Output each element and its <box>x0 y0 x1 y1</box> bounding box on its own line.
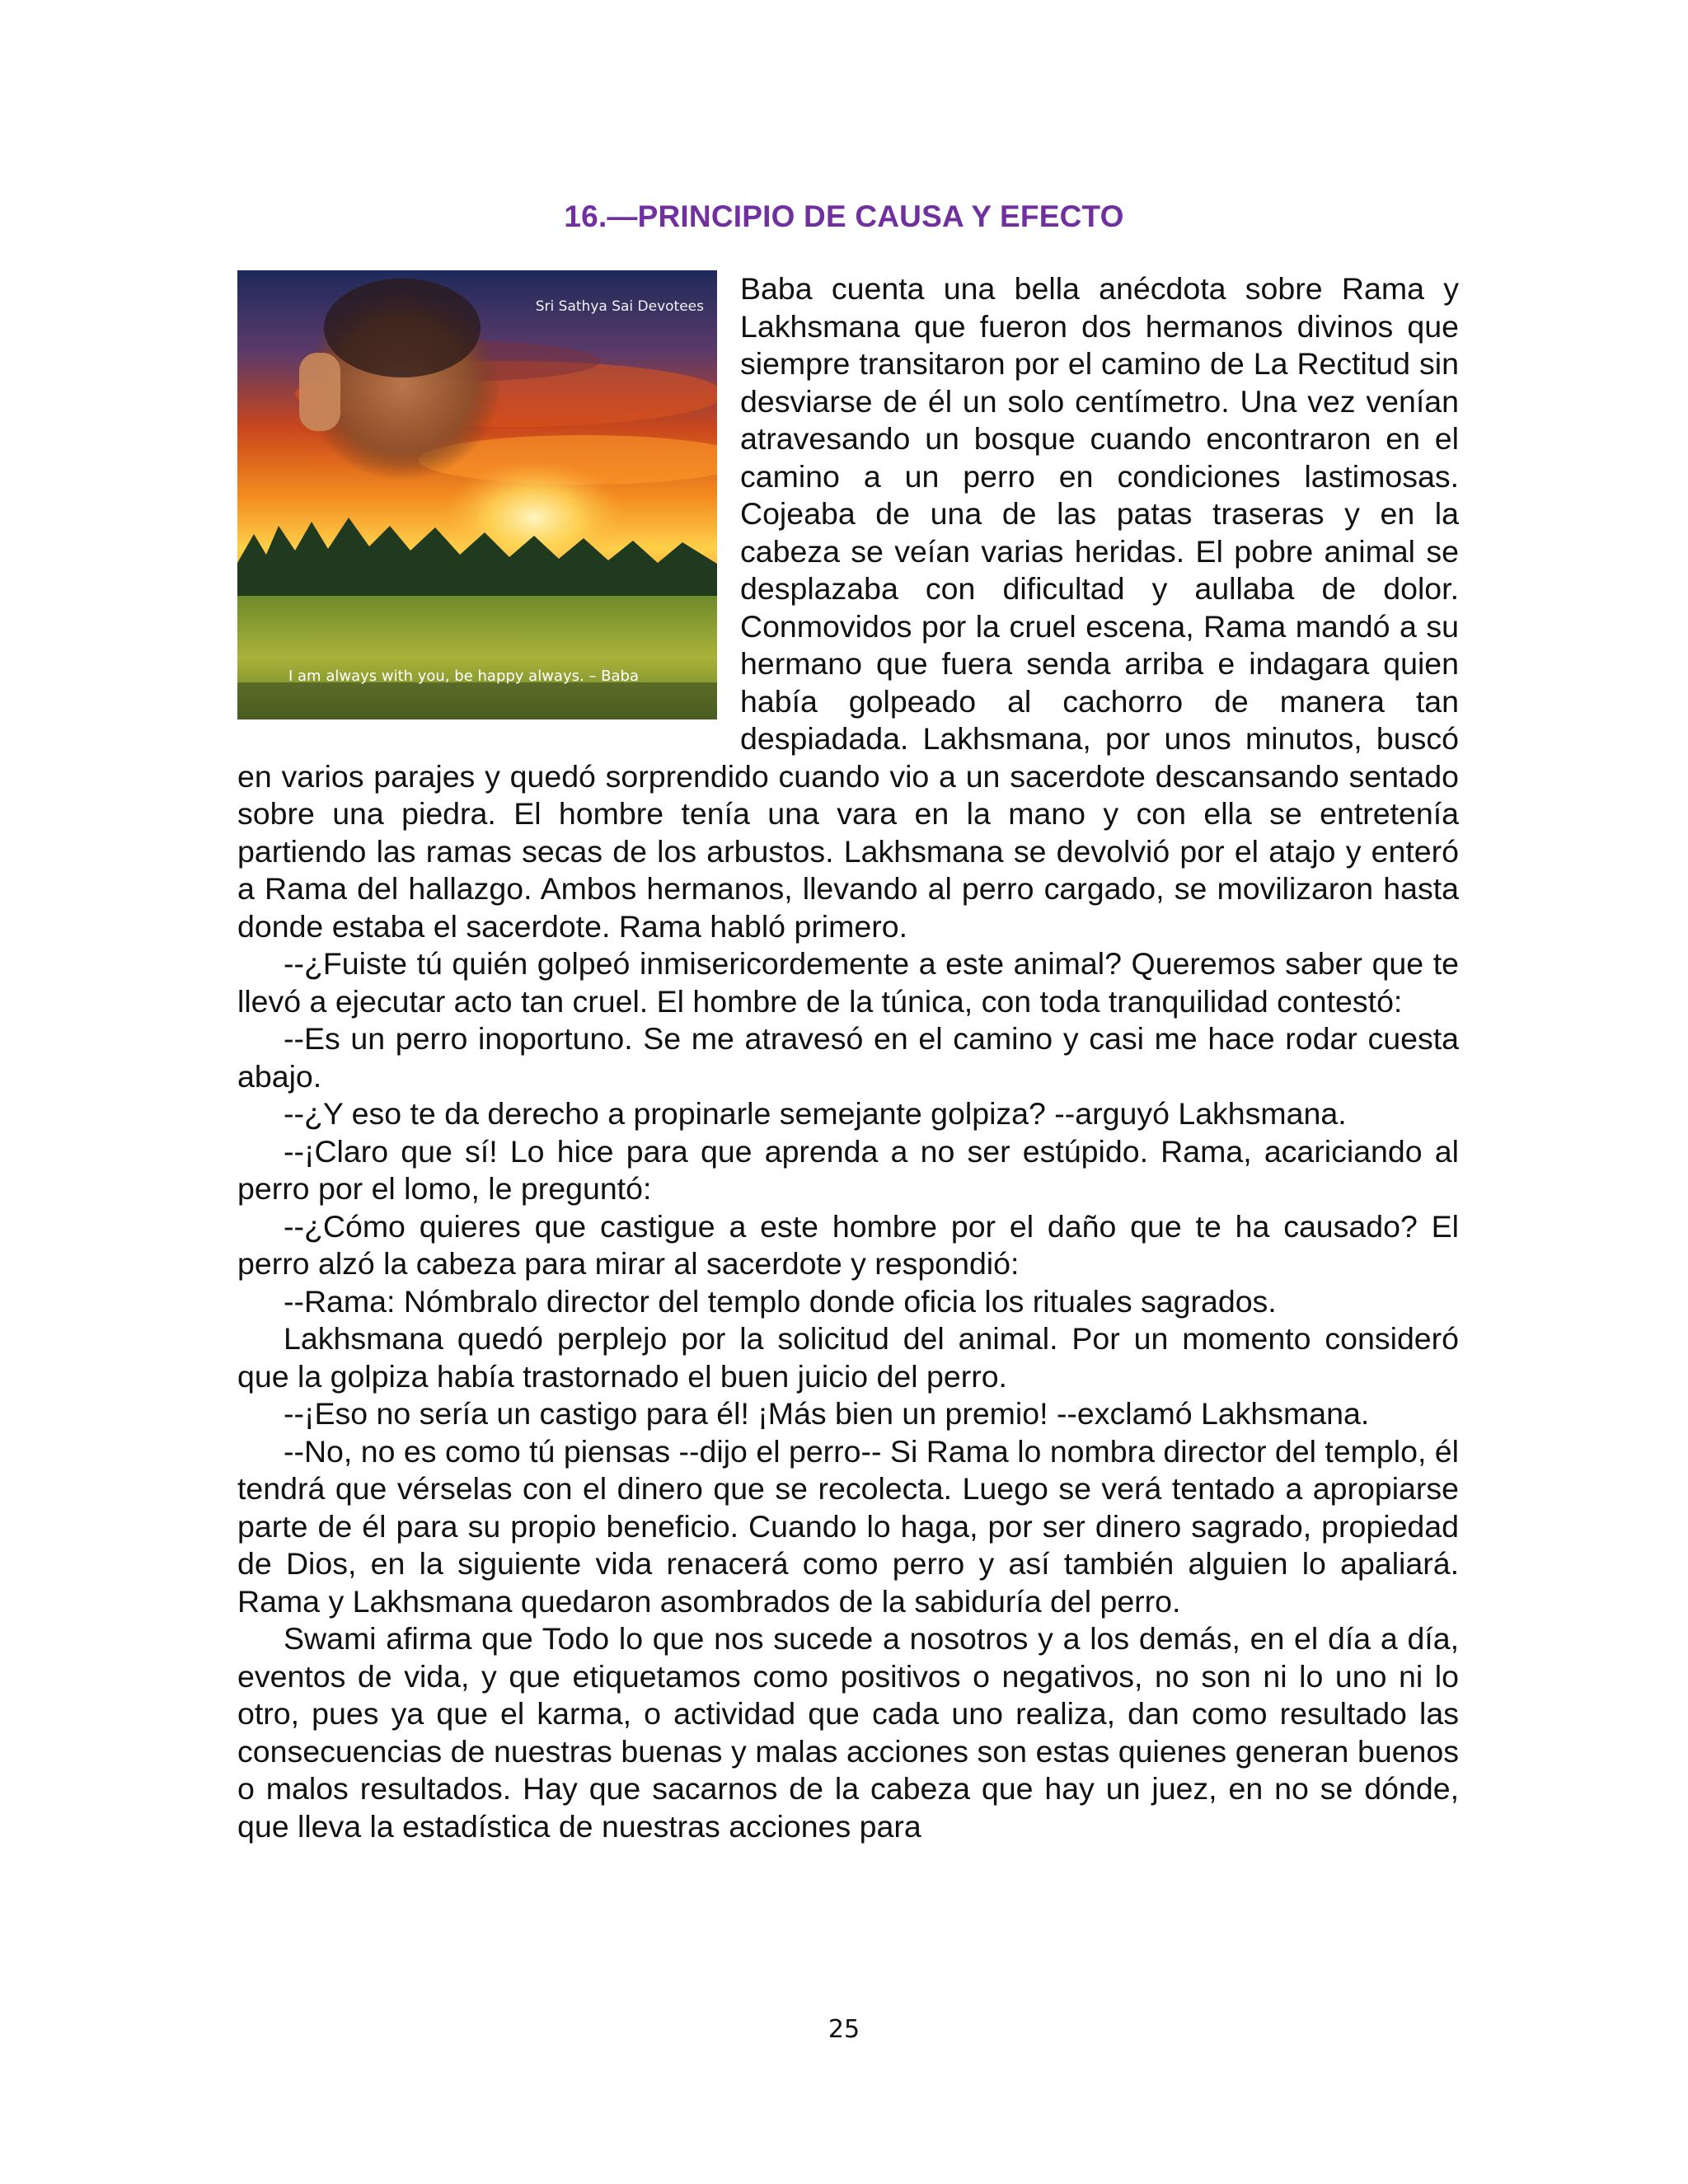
sunset-portrait-picture <box>237 270 717 719</box>
paragraph: --¿Y eso te da derecho a propinarle semejante golpiza? --arguyó Lakhsmana. <box>284 1096 1347 1131</box>
paragraph: --¡Eso no sería un castigo para él! ¡Más bien un premio! --exclamó Lakhsmana. <box>284 1396 1370 1431</box>
paragraph: --No, no es como tú piensas --dijo el perro-- Si Rama lo nombra director del templo, él tendrá que vérselas con el dinero que se recolecta. Luego se verá tentado a apropiarse parte de él para su propio beneficio. Cuando lo haga, por ser dinero sagrado, propiedad de Dios, en la siguiente vida renacerá como perro y así también alguien lo apaliará. Rama y Lakhsmana quedaron asombrados de la sabiduría del perro. <box>237 1433 1459 1619</box>
paragraph: Baba cuenta una bella anécdota sobre Rama y Lakhsmana que fueron dos hermanos divinos que siempre transitaron por el camino de La Rectitud sin desviarse de él un solo centímetro. Una vez venían atravesando un bosque cuando encontraron en el camino a un perro en condiciones lastimosas. Cojeaba de una de las patas traseras y en la cabeza se veían varias heridas. El pobre animal se desplazaba con dificultad y aullaba de dolor. Conmovidos por la cruel escena, Rama mandó a su hermano que fuera senda arriba e indagara quien había golpeado al cachorro de manera tan despiadada. Lakhsmana, por unos minutos, buscó en varios parajes y quedó sorprendido cuando vio a un sacerdote descansando sentado sobre una piedra. El hombre tenía una vara en la mano y con ella se entretenía partiendo las ramas secas de los arbustos. Lakhsmana se devolvió por el atajo y enteró a Rama del hallazgo. Ambos hermanos, llevando al perro cargado, se movilizaron hasta donde estaba el sacerdote. Rama habló primero. <box>237 271 1459 944</box>
paragraph: --Rama: Nómbralo director del templo donde oficia los rituales sagrados. <box>284 1283 1277 1319</box>
paragraph: --¿Cómo quieres que castigue a este hombre por el daño que te ha causado? El perro alzó la cabeza para mirar al sacerdote y respondió: <box>237 1208 1459 1281</box>
page-number: 25 <box>828 2015 860 2044</box>
paragraph: --Es un perro inoportuno. Se me atravesó en el camino y casi me hace rodar cuesta abajo. <box>237 1021 1459 1094</box>
illustration-image <box>237 270 717 719</box>
page-title: 16.—PRINCIPIO DE CAUSA Y EFECTO <box>564 199 1124 233</box>
image-caption-top: Sri Sathya Sai Devotees <box>535 298 704 315</box>
paragraph: --¡Claro que sí! Lo hice para que aprenda a no ser estúpido. Rama, acariciando al perro por el lomo, le preguntó: <box>237 1133 1459 1206</box>
paragraph: Lakhsmana quedó perplejo por la solicitud del animal. Por un momento consideró que la golpiza había trastornado el buen juicio del perro. <box>237 1321 1459 1394</box>
body-text <box>237 270 1459 1845</box>
paragraph: Swami afirma que Todo lo que nos sucede a nosotros y a los demás, en el día a día, eventos de vida, y que etiquetamos como positivos o negativos, no son ni lo uno ni lo otro, pues ya que el karma, o actividad que cada uno realiza, dan como resultado las consecuencias de nuestras buenas y malas acciones son estas quienes generan buenos o malos resultados. Hay que sacarnos de la cabeza que hay un juez, en no se dónde, que lleva la estadística de nuestras acciones para <box>237 1621 1459 1844</box>
image-caption-bottom: I am always with you, be happy always. – Baba <box>288 667 639 685</box>
paragraph: --¿Fuiste tú quién golpeó inmisericordemente a este animal? Queremos saber que te llevó a ejecutar acto tan cruel. El hombre de la túnica, con toda tranquilidad contestó: <box>237 946 1459 1019</box>
